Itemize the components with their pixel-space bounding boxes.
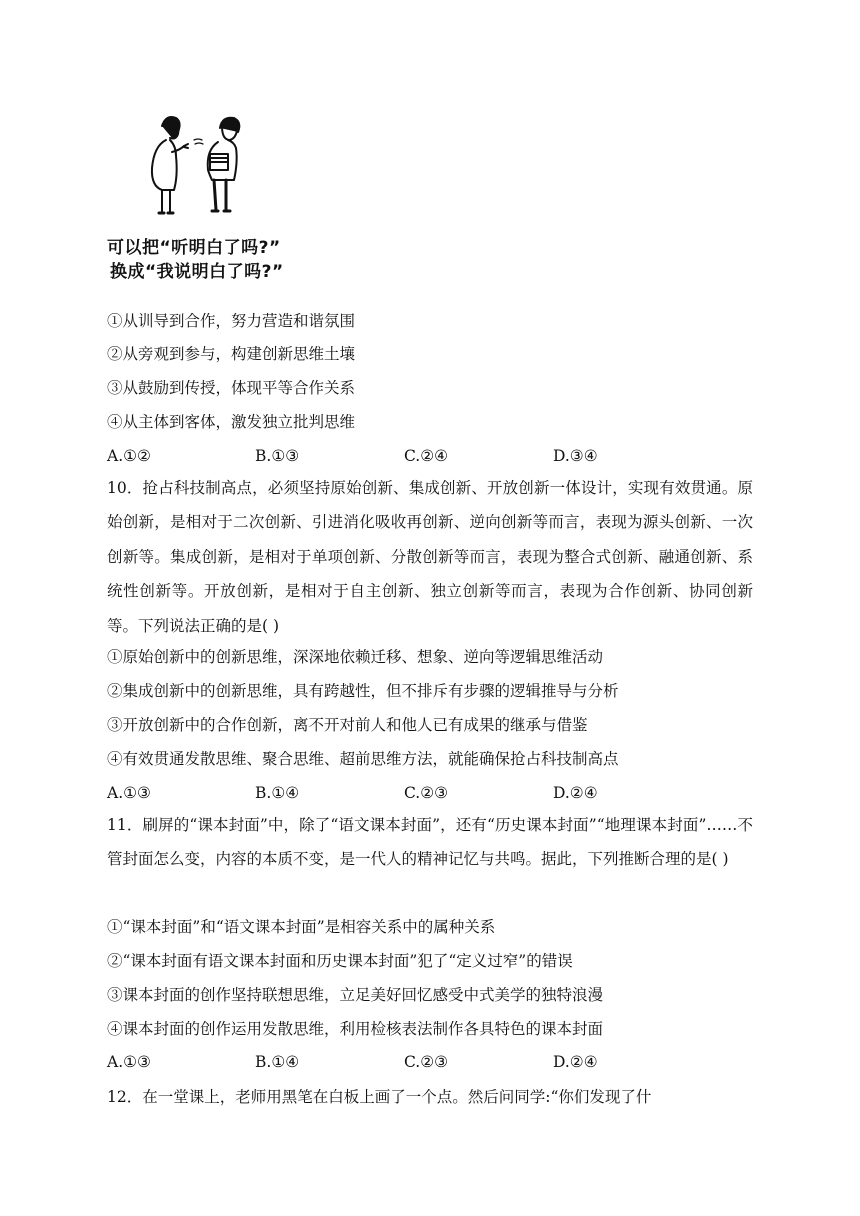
q10-statement-4: ④有效贯通发散思维、聚合思维、超前思维方法，就能确保抢占科技制高点 bbox=[107, 750, 619, 768]
q11-option-d[interactable]: D.②④ bbox=[553, 1053, 598, 1071]
cartoon-caption-line-2: 换成“我说明白了吗?” bbox=[110, 262, 284, 282]
q10-statement-2: ②集成创新中的创新思维，具有跨越性，但不排斥有步骤的逻辑推导与分析 bbox=[107, 682, 619, 700]
q10-option-a[interactable]: A.①③ bbox=[107, 784, 151, 802]
q10-options bbox=[107, 783, 667, 803]
q11-option-a[interactable]: A.①③ bbox=[107, 1053, 151, 1071]
q11-stem: 11．刷屏的“课本封面”中，除了“语文课本封面”，还有“历史课本封面”“地理课本封面”……不管封面怎么变，内容的本质不变，是一代人的精神记忆与共鸣。据此，下列推断合理的是( ) bbox=[107, 816, 753, 869]
q9-option-b[interactable]: B.①③ bbox=[255, 447, 300, 465]
q11-statement-1: ①“课本封面”和“语文课本封面”是相容关系中的属种关系 bbox=[107, 918, 496, 936]
q10-statement-1: ①原始创新中的创新思维，深深地依赖迁移、想象、逆向等逻辑思维活动 bbox=[107, 648, 604, 666]
q9-option-c[interactable]: C.②④ bbox=[404, 447, 449, 465]
q10-statement-3: ③开放创新中的合作创新，离不开对前人和他人已有成果的继承与借鉴 bbox=[107, 716, 588, 734]
q11-statement-3: ③课本封面的创作坚持联想思维，立足美好回忆感受中式美学的独特浪漫 bbox=[107, 986, 604, 1004]
cartoon-caption-line-1: 可以把“听明白了吗?” bbox=[107, 238, 281, 258]
q10-stem: 10．抢占科技制高点，必须坚持原始创新、集成创新、开放创新一体设计，实现有效贯通。原始创新，是相对于二次创新、引进消化吸收再创新、逆向创新等而言，表现为源头创新、一次创新等。集成创新，是相对于单项创新、分散创新等而言，表现为整合式创新、融通创新、系统性创新等。开放创新，是相对于自主创新、独立创新等而言，表现为合作创新、协同创新等。下列说法正确的是( ) bbox=[107, 479, 753, 635]
q11-option-c[interactable]: C.②③ bbox=[404, 1053, 449, 1071]
q9-statement-4: ④从主体到客体，激发独立批判思维 bbox=[107, 413, 356, 431]
q9-statement-2: ②从旁观到参与，构建创新思维土壤 bbox=[107, 345, 356, 363]
q11-statement-2: ②“课本封面有语文课本封面和历史课本封面”犯了“定义过窄”的错误 bbox=[107, 952, 573, 970]
cartoon-two-people-illustration bbox=[140, 110, 260, 222]
q12-stem: 12．在一堂课上，老师用黑笔在白板上画了一个点。然后问同学:“你们发现了什 bbox=[107, 1088, 652, 1106]
q9-option-d[interactable]: D.③④ bbox=[553, 447, 598, 465]
q10-option-c[interactable]: C.②③ bbox=[404, 784, 449, 802]
q9-statement-1: ①从训导到合作，努力营造和谐氛围 bbox=[107, 312, 356, 330]
q10-option-b[interactable]: B.①④ bbox=[255, 784, 300, 802]
q9-statement-3: ③从鼓励到传授，体现平等合作关系 bbox=[107, 379, 356, 397]
q11-option-b[interactable]: B.①④ bbox=[255, 1053, 300, 1071]
q11-options bbox=[107, 1052, 667, 1072]
q10-option-d[interactable]: D.②④ bbox=[553, 784, 598, 802]
q9-options bbox=[107, 446, 667, 466]
q9-option-a[interactable]: A.①② bbox=[107, 447, 151, 465]
q11-statement-4: ④课本封面的创作运用发散思维，利用检核表法制作各具特色的课本封面 bbox=[107, 1020, 604, 1038]
